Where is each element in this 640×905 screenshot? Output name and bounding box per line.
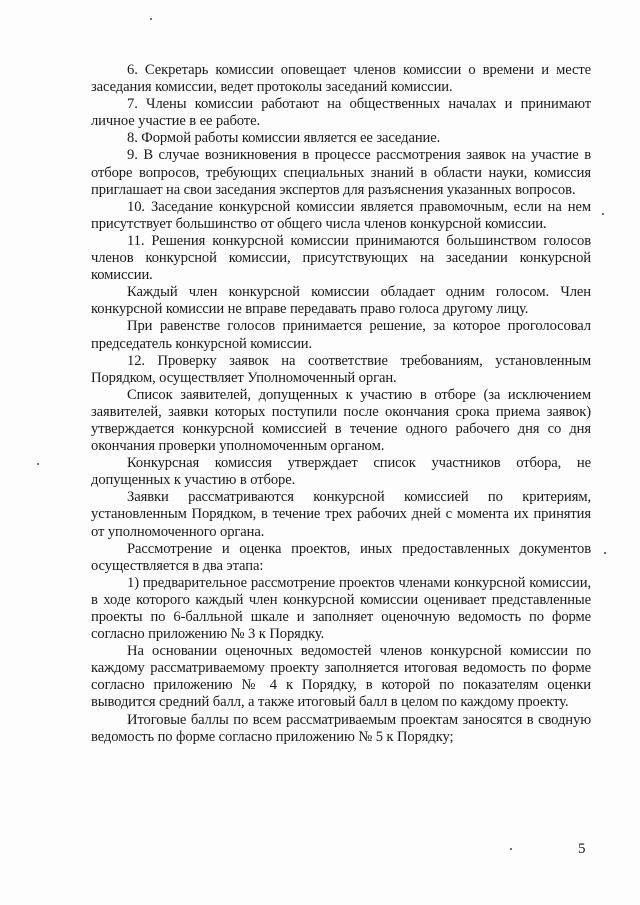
scan-speck	[604, 552, 606, 554]
paragraph-equal-votes: При равенстве голосов принимается решение, за которое проголосовал председатель конкурсной комиссии.	[91, 318, 591, 352]
paragraph-10: 10. Заседание конкурсной комиссии является правомочным, если на нем присутствует большинство от общего числа членов конкурсной комиссии.	[91, 198, 591, 232]
scan-speck	[37, 463, 39, 465]
paragraph-one-vote: Каждый член конкурсной комиссии обладает одним голосом. Член конкурсной комиссии не вправе передавать право голоса другому лицу.	[91, 284, 591, 318]
paragraph-11: 11. Решения конкурсной комиссии принимаются большинством голосов членов конкурсной комиссии, присутствующих на заседании конкурсной комиссии.	[91, 232, 591, 284]
paragraph-not-admitted: Конкурсная комиссия утверждает список участников отбора, не допущенных к участию в отборе.	[91, 455, 591, 489]
paragraph-8: 8. Формой работы комиссии является ее заседание.	[127, 130, 441, 147]
scan-speck	[602, 213, 604, 215]
paragraph-stage-1: 1) предварительное рассмотрение проектов членами конкурсной комиссии, в ходе которого каждый член конкурсной комиссии оценивает представленные проекты по 6-балльной шкале и заполняет оценочную ведомость по форме согласно приложению № 3 к Порядку.	[91, 574, 591, 643]
paragraph-final-sheet: На основании оценочных ведомостей членов конкурсной комиссии по каждому рассматриваемому проекту заполняется итоговая ведомость по форме согласно приложению № 4 к Порядку, в которой по показателям оценки выводится средний балл, а также итоговый балл в целом по каждому проекту.	[91, 643, 591, 711]
page-number: 5	[578, 841, 586, 857]
paragraph-7: 7. Члены комиссии работают на общественных началах и принимают личное участие в ее работе.	[91, 96, 591, 130]
scan-speck	[510, 848, 512, 850]
paragraph-two-stages: Рассмотрение и оценка проектов, иных предоставленных документов осуществляется в два этапа:	[91, 540, 591, 574]
document-body	[91, 62, 591, 746]
paragraph-9: 9. В случае возникновения в процессе рассмотрения заявок на участие в отборе вопросов, требующих специальных знаний в области науки, комиссия приглашает на свои заседания экспертов для разъяснения указанных вопросов.	[91, 147, 591, 198]
paragraph-applicants-list: Список заявителей, допущенных к участию в отборе (за исключением заявителей, заявки которых поступили после окончания срока приема заявок) утверждается конкурсной комиссией в течение одного рабочего дня со дня окончания проверки уполномоченным органом.	[91, 386, 591, 455]
paragraph-12: 12. Проверку заявок на соответствие требованиям, установленным Порядком, осуществляет Уполномоченный орган.	[91, 352, 591, 386]
scan-speck	[150, 18, 152, 20]
paragraph-summary-sheet: Итоговые баллы по всем рассматриваемым проектам заносятся в сводную ведомость по форме согласно приложению № 5 к Порядку;	[91, 711, 591, 745]
paragraph-criteria: Заявки рассматриваются конкурсной комиссией по критериям, установленным Порядком, в течение трех рабочих дней с момента их принятия от уполномоченного органа.	[91, 489, 591, 540]
paragraph-6: 6. Секретарь комиссии оповещает членов комиссии о времени и месте заседания комиссии, ведет протоколы заседаний комиссии.	[91, 62, 591, 96]
